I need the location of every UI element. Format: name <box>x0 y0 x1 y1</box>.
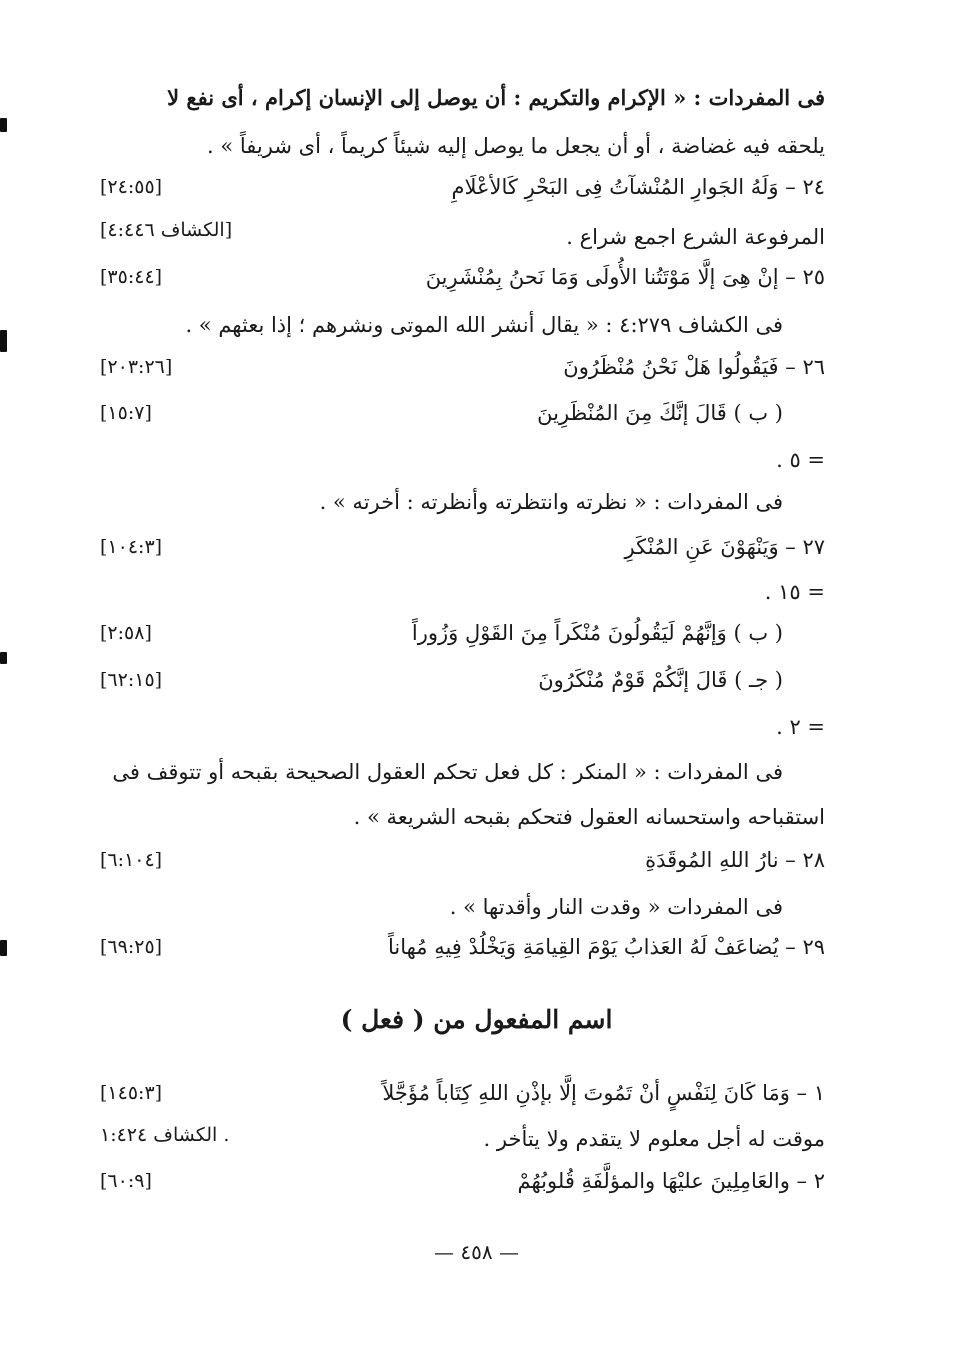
tafsir-reference: الكشاف ١:٤٢٤ . <box>100 1124 230 1146</box>
verse-line: ٢ – والعَامِلِينَ عليْهَا والمؤلَّفَةِ قُلوبُهُمْ <box>517 1169 825 1193</box>
verse-reference: [٢٤:٥٥] <box>100 176 163 198</box>
verse-reference: [٦٢:١٥] <box>100 669 163 691</box>
verse-reference: [١٠٤:٣] <box>100 536 163 558</box>
text-line: فى المفردات : « المنكر : كل فعل تحكم العقول الصحيحة بقبحه أو تتوقف فى <box>112 760 783 784</box>
text-line: فى الكشاف ٤:٢٧٩ : « يقال أنشر الله الموتى ونشرهم ؛ إذا بعثهم » . <box>185 313 783 337</box>
page-number: — ٤٥٨ — <box>434 1240 519 1264</box>
verse-reference: [٢:٥٨] <box>100 622 152 644</box>
count-line: = ١٥ . <box>764 580 825 604</box>
scan-edge-mark <box>0 940 7 956</box>
section-heading: اسم المفعول من ( فعل ) <box>340 1005 613 1034</box>
verse-line: ٢٨ – نارُ اللهِ المُوقَدَةِ <box>645 848 825 872</box>
verse-line: ٢٤ – وَلَهُ الجَوارِ المُنْشآتُ فِى البَحْرِ كَالأعْلَامِ <box>451 175 825 199</box>
verse-line: ( ب ) قَالَ إنَّكَ مِنَ المُنْظَرِينَ <box>537 401 783 425</box>
verse-reference: [٦٠:٩] <box>100 1170 152 1192</box>
tafsir-reference: [الكشاف ٤:٤٤٦] <box>100 219 233 241</box>
text-line: فى المفردات : « الإكرام والتكريم : أن يوصل إلى الإنسان إكرام ، أى نفع لا <box>167 85 825 110</box>
verse-line: ٢٧ – وَيَنْهَوْنَ عَنِ المُنْكَرِ <box>624 535 825 559</box>
text-line: موقت له أجل معلوم لا يتقدم ولا يتأخر . <box>483 1127 825 1151</box>
text-line: استقباحه واستحسانه العقول فتحكم بقبحه الشريعة » . <box>353 805 825 829</box>
text-line: فى المفردات : « نظرته وانتظرته وأنظرته : أخرته » . <box>319 490 783 514</box>
count-line: = ٥ . <box>776 448 825 472</box>
verse-reference: [٦٩:٢٥] <box>100 936 163 958</box>
scan-edge-mark <box>0 118 7 132</box>
verse-line: ١ – وَمَا كَانَ لِنَفْسٍ أنْ تَمُوتَ إلَّا بإذْنِ اللهِ كِتَاباً مُؤَجَّلاً <box>382 1081 825 1105</box>
verse-reference: [٣٥:٤٤] <box>100 266 163 288</box>
scan-edge-mark <box>0 652 7 664</box>
verse-line: ٢٦ – فَيَقُولُوا هَلْ نَحْنُ مُنْظَرُونَ <box>563 355 825 379</box>
scan-edge-mark <box>0 330 7 352</box>
verse-line: ٢٥ – إنْ هِىَ إلَّا مَوْتَتُنا الأُولَى وَمَا نَحنُ بِمُنْشَرِينَ <box>425 265 825 289</box>
verse-reference: [١٤٥:٣] <box>100 1082 163 1104</box>
verse-reference: [١٥:٧] <box>100 402 152 424</box>
text-line: المرفوعة الشرع اجمع شراع . <box>566 225 825 249</box>
text-line: يلحقه فيه غضاضة ، أو أن يجعل ما يوصل إليه شيئاً كريماً ، أى شريفاً » . <box>207 134 825 158</box>
verse-line: ( ب ) وَإنَّهُمْ لَيَقُولُونَ مُنْكَراً مِنَ القَوْلِ وَزُوراً <box>411 621 783 645</box>
verse-line: ٢٩ – يُضاعَفْ لَهُ العَذابُ يَوْمَ القِيامَةِ وَيَخْلُدْ فِيهِ مُهاناً <box>387 935 825 959</box>
count-line: = ٢ . <box>776 715 825 739</box>
verse-reference: [٢٠٣:٢٦] <box>100 356 173 378</box>
text-line: فى المفردات « وقدت النار وأقدتها » . <box>449 895 783 919</box>
verse-reference: [٦:١٠٤] <box>100 849 163 871</box>
verse-line: ( جـ ) قَالَ إنَّكُمْ قَوْمٌ مُنْكَرُونَ <box>538 668 783 692</box>
